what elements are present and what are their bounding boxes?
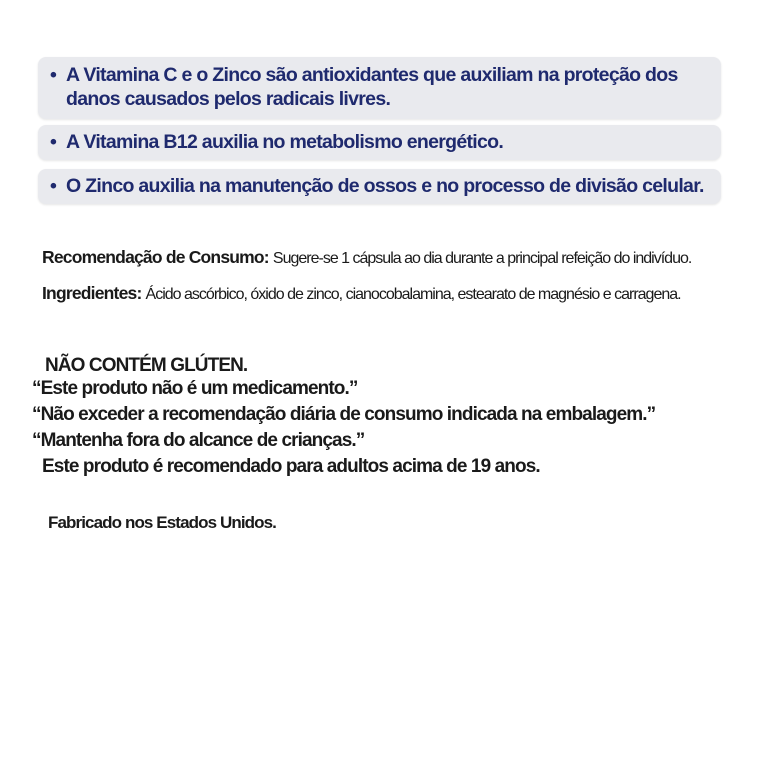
bullet-icon: •	[50, 64, 57, 86]
keep-away-warning: “Mantenha fora do alcance de crianças.”	[32, 430, 365, 451]
benefit-text: danos causados pelos radicais livres.	[66, 88, 391, 110]
ingredients-line	[42, 283, 681, 304]
benefit-line	[50, 63, 711, 87]
benefit-text: A Vitamina B12 auxilia no metabolismo energético.	[66, 131, 504, 153]
benefit-text: O Zinco auxilia na manutenção de ossos e no processo de divisão celular.	[66, 175, 704, 197]
benefit-box-zinc	[38, 169, 721, 204]
not-medicine-warning: “Este produto não é um medicamento.”	[32, 378, 358, 399]
benefit-text: A Vitamina C e o Zinco são antioxidantes que auxiliam na proteção dos	[66, 64, 678, 86]
origin-text: Fabricado nos Estados Unidos.	[48, 513, 276, 532]
ingredients-label: Ingredientes:	[42, 283, 142, 303]
adults-recommendation: Este produto é recomendado para adultos acima de 19 anos.	[42, 456, 540, 477]
benefit-line-continuation	[50, 87, 711, 111]
recommendation-value: Sugere-se 1 cápsula ao dia durante a principal refeição do indivíduo.	[272, 250, 692, 267]
benefit-box-antioxidants	[38, 57, 721, 119]
bullet-icon: •	[50, 131, 57, 153]
benefit-line	[50, 130, 711, 154]
do-not-exceed-warning: “Não exceder a recomendação diária de consumo indicada na embalagem.”	[32, 404, 656, 425]
benefit-line	[50, 174, 711, 198]
bullet-icon: •	[50, 175, 57, 197]
recommendation-line	[42, 247, 691, 268]
gluten-warning: NÃO CONTÉM GLÚTEN.	[45, 355, 248, 376]
benefit-box-b12	[38, 125, 721, 160]
ingredients-value: Ácido ascórbico, óxido de zinco, cianocobalamina, estearato de magnésio e carragena.	[145, 286, 681, 303]
recommendation-label: Recomendação de Consumo:	[42, 247, 269, 267]
